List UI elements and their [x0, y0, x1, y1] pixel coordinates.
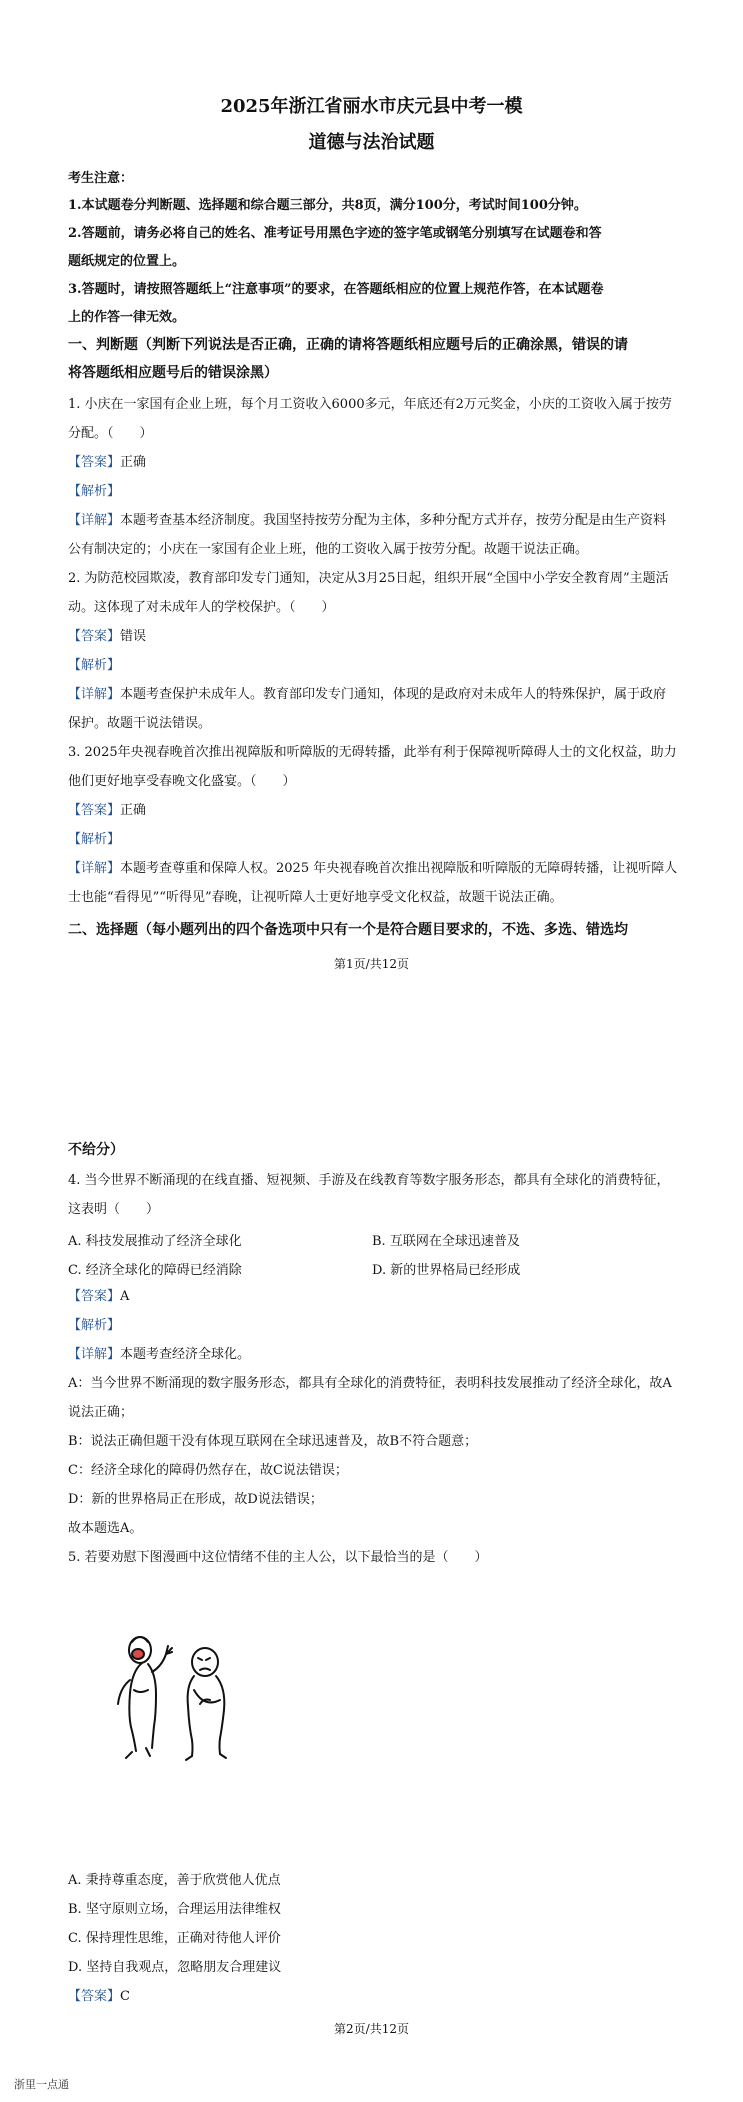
- cartoon-illustration: [110, 1630, 250, 1770]
- q1-analysis: 【解析】: [68, 484, 121, 499]
- q4-analysis: 【解析】: [68, 1318, 121, 1333]
- q2-detail-cont: 保护。故题干说法错误。: [68, 716, 212, 731]
- answer-value: 错误: [120, 629, 147, 644]
- q4-stem: 4. 当今世界不断涌现的在线直播、短视频、手游及在线教育等数字服务形态，都具有全球化的消费特征，: [68, 1173, 670, 1188]
- answer-value: A: [120, 1289, 130, 1304]
- page-subtitle: 道德与法治试题: [308, 132, 435, 153]
- q5-option-d: D. 坚持自我观点，忽略朋友合理建议: [68, 1960, 282, 1975]
- watermark: 浙里一点通: [14, 2078, 69, 2091]
- q2-answer: [68, 628, 688, 645]
- answer-label: 【答案】: [68, 1289, 121, 1304]
- detail-text: 本题考查基本经济制度。我国坚持按劳分配为主体，多种分配方式并存，按劳分配是由生产资料: [120, 513, 667, 528]
- q1-stem: 1. 小庆在一家国有企业上班，每个月工资收入6000多元，年底还有2万元奖金，小庆的工资收入属于按劳: [68, 397, 672, 412]
- page-footer: 第1页/共12页: [334, 957, 409, 971]
- q4-detail-line: C：经济全球化的障碍仍然存在，故C说法错误；: [68, 1463, 348, 1478]
- answer-value: C: [120, 1989, 130, 2004]
- q3-detail-cont: 士也能“看得见”“听得见”春晚，让视听障人士更好地享受文化权益，故题干说法正确。: [68, 890, 563, 905]
- q2-analysis: 【解析】: [68, 658, 121, 673]
- notice-item: 上的作答一律无效。: [68, 310, 186, 325]
- q5-option-b: B. 坚守原则立场，合理运用法律维权: [68, 1902, 281, 1917]
- q5-stem: 5. 若要劝慰下图漫画中这位情绪不佳的主人公，以下最恰当的是（ ）: [68, 1550, 488, 1565]
- q1-detail-cont: 公有制决定的；小庆在一家国有企业上班，他的工资收入属于按劳分配。故题干说法正确。: [68, 542, 589, 557]
- q4-option-d: D. 新的世界格局已经形成: [372, 1263, 521, 1278]
- answer-value: 正确: [120, 803, 147, 818]
- notice-item: 3.答题时，请按照答题纸上“注意事项”的要求，在答题纸相应的位置上规范作答，在本试题卷: [68, 282, 604, 297]
- detail-label: 【详解】: [68, 1347, 121, 1362]
- detail-label: 【详解】: [68, 861, 121, 876]
- notice-item: 1.本试题卷分判断题、选择题和综合题三部分，共8页，满分100分，考试时间100分钟。: [68, 198, 587, 213]
- q5-option-c: C. 保持理性思维，正确对待他人评价: [68, 1931, 281, 1946]
- notice-item: 2.答题前，请务必将自己的姓名、准考证号用黑色字迹的签字笔或钢笔分别填写在试题卷和答: [68, 226, 602, 241]
- q4-detail-line: B：说法正确但题干没有体现互联网在全球迅速普及，故B不符合题意；: [68, 1434, 478, 1449]
- q4-detail: [68, 1346, 688, 1363]
- q4-option-b: B. 互联网在全球迅速普及: [372, 1234, 520, 1249]
- answer-label: 【答案】: [68, 629, 121, 644]
- q4-answer: [68, 1288, 688, 1305]
- detail-text: 本题考查经济全球化。: [120, 1347, 251, 1362]
- section2-heading-cont: 不给分）: [68, 1142, 124, 1158]
- q4-option-a: A. 科技发展推动了经济全球化: [68, 1234, 242, 1249]
- q2-stem-cont: 动。这体现了对未成年人的学校保护。（ ）: [68, 600, 335, 615]
- q1-detail: [68, 512, 688, 529]
- page-footer: 第2页/共12页: [334, 2022, 409, 2036]
- detail-text: 本题考查保护未成年人。教育部印发专门通知，体现的是政府对未成年人的特殊保护，属于政府: [120, 687, 667, 702]
- section1-heading: 一、判断题（判断下列说法是否正确，正确的请将答题纸相应题号后的正确涂黑，错误的请: [68, 337, 628, 353]
- q4-detail-line: 故本题选A。: [68, 1521, 143, 1536]
- q4-detail-line: 说法正确；: [68, 1405, 134, 1420]
- q4-option-c: C. 经济全球化的障碍已经消除: [68, 1263, 242, 1278]
- q3-stem: 3. 2025年央视春晚首次推出视障版和听障版的无碍转播，此举有利于保障视听障碍人士的文化权益，助力: [68, 745, 677, 760]
- q3-detail: [68, 860, 688, 877]
- notice-item: 题纸规定的位置上。: [68, 254, 186, 269]
- answer-label: 【答案】: [68, 1989, 121, 2004]
- q1-answer: [68, 454, 688, 471]
- detail-label: 【详解】: [68, 687, 121, 702]
- answer-value: 正确: [120, 455, 147, 470]
- notice-heading: 考生注意：: [68, 171, 134, 186]
- q4-detail-line: A：当今世界不断涌现的数字服务形态，都具有全球化的消费特征，表明科技发展推动了经济全球化，故A: [68, 1376, 672, 1391]
- q3-answer: [68, 802, 688, 819]
- answer-label: 【答案】: [68, 455, 121, 470]
- q4-stem-cont: 这表明（ ）: [68, 1202, 160, 1217]
- q5-option-a: A. 秉持尊重态度，善于欣赏他人优点: [68, 1873, 281, 1888]
- q5-answer: [68, 1988, 688, 2005]
- section1-heading-cont: 将答题纸相应题号后的错误涂黑）: [68, 365, 278, 381]
- q2-stem: 2. 为防范校园欺凌，教育部印发专门通知，决定从3月25日起，组织开展“全国中小学安全教育周”主题活: [68, 571, 669, 586]
- section2-heading: 二、选择题（每小题列出的四个备选项中只有一个是符合题目要求的，不选、多选、错选均: [68, 922, 628, 938]
- q3-analysis: 【解析】: [68, 832, 121, 847]
- q4-detail-line: D：新的世界格局正在形成，故D说法错误；: [68, 1492, 323, 1507]
- answer-label: 【答案】: [68, 803, 121, 818]
- q3-stem-cont: 他们更好地享受春晚文化盛宴。（ ）: [68, 774, 296, 789]
- detail-label: 【详解】: [68, 513, 121, 528]
- page-title: 2025年浙江省丽水市庆元县中考一模: [220, 96, 523, 117]
- q2-detail: [68, 686, 688, 703]
- q1-stem-cont: 分配。（ ）: [68, 426, 153, 441]
- detail-text: 本题考查尊重和保障人权。2025 年央视春晚首次推出视障版和听障版的无障碍转播，让视听障人: [120, 861, 678, 876]
